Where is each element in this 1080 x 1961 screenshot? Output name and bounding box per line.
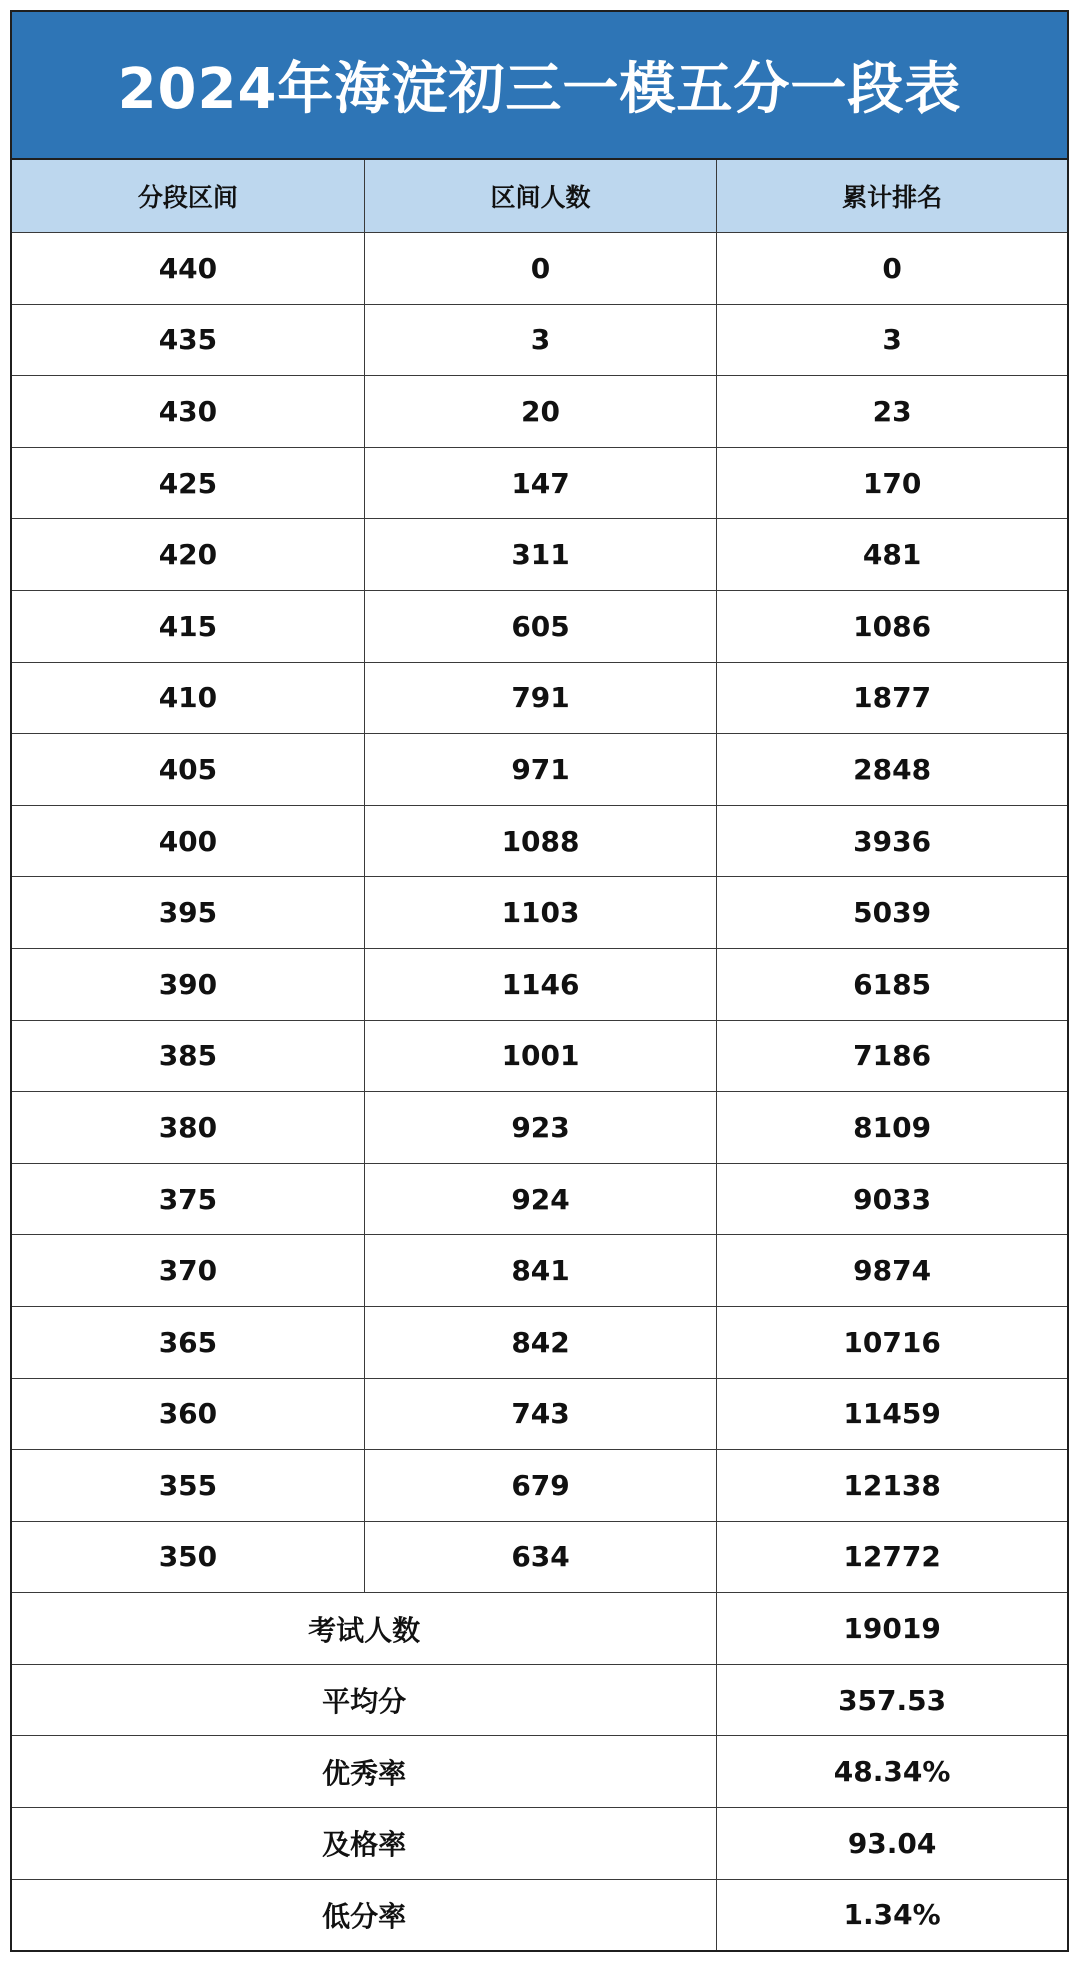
summary-label: 及格率 <box>12 1808 717 1880</box>
table-row <box>12 376 1067 448</box>
score-range-cell: 365 <box>12 1306 364 1378</box>
score-range-cell: 355 <box>12 1450 364 1522</box>
table-row <box>12 590 1067 662</box>
cumulative-rank-cell: 5039 <box>717 877 1067 949</box>
table-row <box>12 734 1067 806</box>
cumulative-rank-cell: 0 <box>717 233 1067 305</box>
score-range-cell: 425 <box>12 447 364 519</box>
table-row <box>12 877 1067 949</box>
score-range-cell: 410 <box>12 662 364 734</box>
table-row <box>12 948 1067 1020</box>
table-row <box>12 519 1067 591</box>
score-range-cell: 380 <box>12 1092 364 1164</box>
range-count-cell: 0 <box>364 233 716 305</box>
range-count-cell: 634 <box>364 1521 716 1593</box>
table-row <box>12 233 1067 305</box>
cumulative-rank-cell: 12138 <box>717 1450 1067 1522</box>
summary-row <box>12 1664 1067 1736</box>
header-cumulative-rank: 累计排名 <box>717 160 1067 233</box>
range-count-cell: 841 <box>364 1235 716 1307</box>
range-count-cell: 1088 <box>364 805 716 877</box>
range-count-cell: 3 <box>364 304 716 376</box>
table-row <box>12 1306 1067 1378</box>
score-range-cell: 385 <box>12 1020 364 1092</box>
score-range-cell: 370 <box>12 1235 364 1307</box>
summary-value: 357.53 <box>717 1664 1067 1736</box>
score-range-cell: 430 <box>12 376 364 448</box>
range-count-cell: 743 <box>364 1378 716 1450</box>
summary-row <box>12 1593 1067 1665</box>
score-range-cell: 395 <box>12 877 364 949</box>
range-count-cell: 842 <box>364 1306 716 1378</box>
score-distribution-sheet <box>10 10 1069 1952</box>
cumulative-rank-cell: 2848 <box>717 734 1067 806</box>
range-count-cell: 1103 <box>364 877 716 949</box>
table-row <box>12 1163 1067 1235</box>
table-row <box>12 1450 1067 1522</box>
table-row <box>12 805 1067 877</box>
score-range-cell: 360 <box>12 1378 364 1450</box>
cumulative-rank-cell: 170 <box>717 447 1067 519</box>
table-row <box>12 1521 1067 1593</box>
range-count-cell: 924 <box>364 1163 716 1235</box>
header-score-range: 分段区间 <box>12 160 364 233</box>
score-range-cell: 390 <box>12 948 364 1020</box>
cumulative-rank-cell: 11459 <box>717 1378 1067 1450</box>
score-range-cell: 405 <box>12 734 364 806</box>
score-table <box>12 160 1067 1950</box>
table-row <box>12 304 1067 376</box>
range-count-cell: 791 <box>364 662 716 734</box>
table-row <box>12 1235 1067 1307</box>
summary-value: 48.34% <box>717 1736 1067 1808</box>
cumulative-rank-cell: 7186 <box>717 1020 1067 1092</box>
score-range-cell: 420 <box>12 519 364 591</box>
score-range-cell: 350 <box>12 1521 364 1593</box>
cumulative-rank-cell: 12772 <box>717 1521 1067 1593</box>
range-count-cell: 20 <box>364 376 716 448</box>
summary-value: 93.04 <box>717 1808 1067 1880</box>
score-range-cell: 435 <box>12 304 364 376</box>
table-row <box>12 447 1067 519</box>
cumulative-rank-cell: 1877 <box>717 662 1067 734</box>
table-row <box>12 1378 1067 1450</box>
cumulative-rank-cell: 3 <box>717 304 1067 376</box>
cumulative-rank-cell: 9874 <box>717 1235 1067 1307</box>
cumulative-rank-cell: 10716 <box>717 1306 1067 1378</box>
range-count-cell: 311 <box>364 519 716 591</box>
table-body <box>12 233 1067 1951</box>
range-count-cell: 679 <box>364 1450 716 1522</box>
summary-label: 考试人数 <box>12 1593 717 1665</box>
cumulative-rank-cell: 23 <box>717 376 1067 448</box>
range-count-cell: 923 <box>364 1092 716 1164</box>
range-count-cell: 605 <box>364 590 716 662</box>
cumulative-rank-cell: 481 <box>717 519 1067 591</box>
summary-value: 19019 <box>717 1593 1067 1665</box>
summary-value: 1.34% <box>717 1879 1067 1950</box>
summary-label: 平均分 <box>12 1664 717 1736</box>
header-range-count: 区间人数 <box>364 160 716 233</box>
cumulative-rank-cell: 8109 <box>717 1092 1067 1164</box>
summary-row <box>12 1808 1067 1880</box>
cumulative-rank-cell: 6185 <box>717 948 1067 1020</box>
table-row <box>12 662 1067 734</box>
cumulative-rank-cell: 9033 <box>717 1163 1067 1235</box>
summary-label: 低分率 <box>12 1879 717 1950</box>
header-row <box>12 160 1067 233</box>
range-count-cell: 1146 <box>364 948 716 1020</box>
summary-label: 优秀率 <box>12 1736 717 1808</box>
table-row <box>12 1092 1067 1164</box>
cumulative-rank-cell: 3936 <box>717 805 1067 877</box>
range-count-cell: 1001 <box>364 1020 716 1092</box>
table-row <box>12 1020 1067 1092</box>
summary-row <box>12 1736 1067 1808</box>
score-range-cell: 440 <box>12 233 364 305</box>
page-title: 2024年海淀初三一模五分一段表 <box>12 12 1067 160</box>
summary-row <box>12 1879 1067 1950</box>
range-count-cell: 971 <box>364 734 716 806</box>
score-range-cell: 375 <box>12 1163 364 1235</box>
range-count-cell: 147 <box>364 447 716 519</box>
score-range-cell: 415 <box>12 590 364 662</box>
score-range-cell: 400 <box>12 805 364 877</box>
cumulative-rank-cell: 1086 <box>717 590 1067 662</box>
